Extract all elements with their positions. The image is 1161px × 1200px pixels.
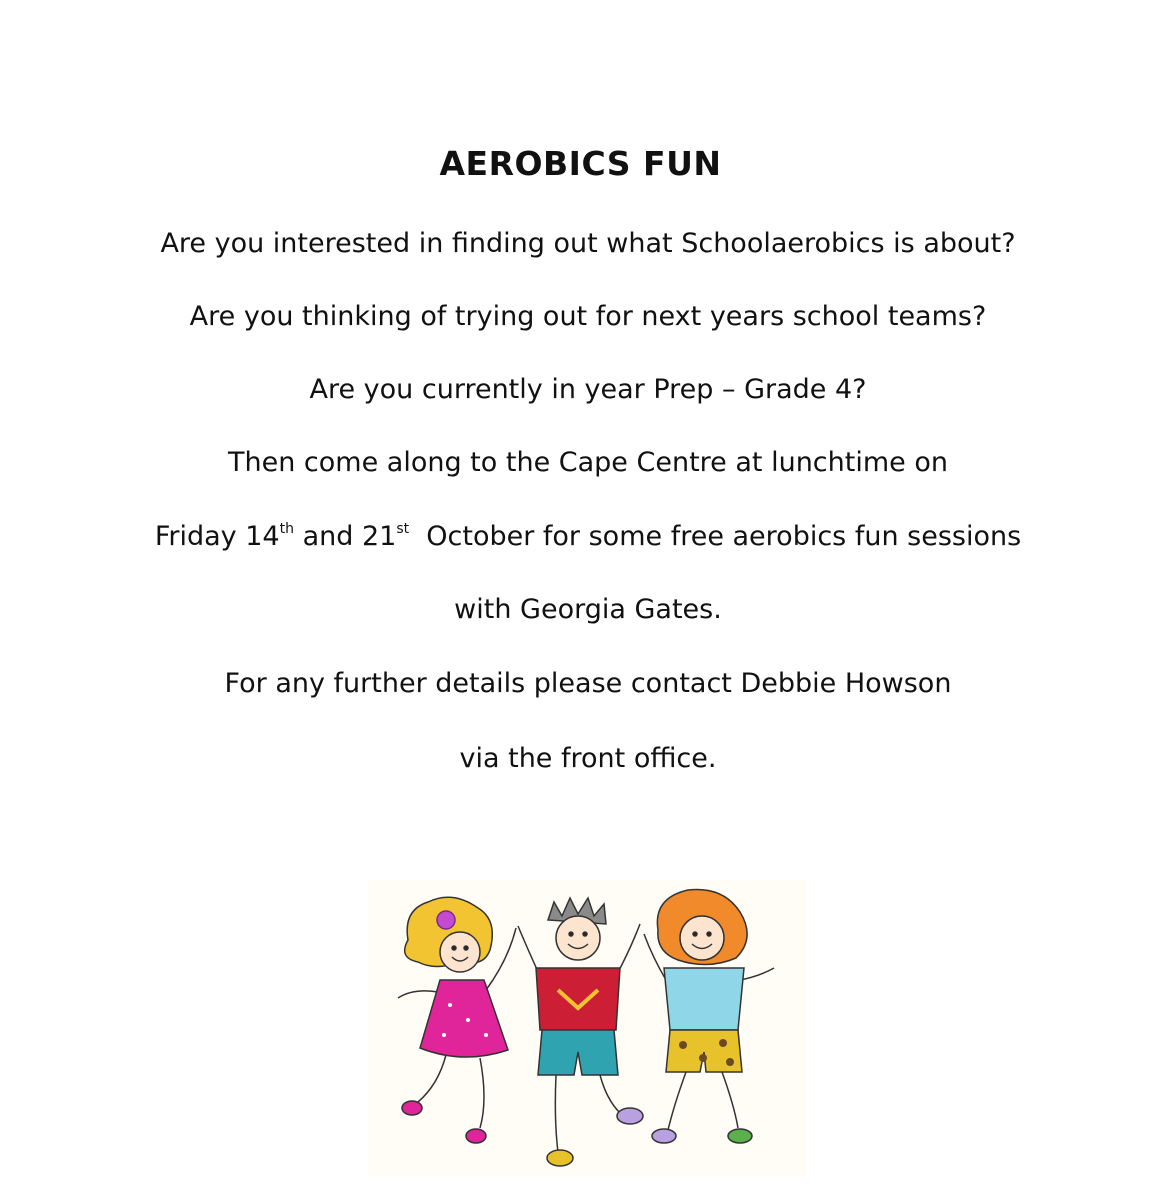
text-line-dates [0, 521, 1161, 552]
text-line-venue: Then come along to the Cape Centre at lunchtime on [228, 447, 948, 478]
text-line-grades: Are you currently in year Prep – Grade 4? [309, 374, 867, 405]
ordinal-st: st [396, 521, 410, 537]
text-line-office: via the front office. [459, 743, 717, 774]
dancing-kids-drawing [368, 880, 806, 1176]
right-kid-figure [644, 889, 774, 1143]
date-text-friday: Friday 14 [154, 521, 280, 552]
date-text-and: and 21 [293, 521, 397, 552]
flyer-title: AEROBICS FUN [439, 144, 722, 183]
date-text-october: October for some free aerobics fun sessions [409, 521, 1022, 552]
text-line-instructor: with Georgia Gates. [454, 594, 722, 625]
ordinal-th: th [279, 521, 294, 537]
dancing-kids-illustration [368, 880, 806, 1176]
boy-figure [518, 898, 643, 1166]
girl-figure [398, 897, 516, 1143]
text-line-interest: Are you interested in finding out what Schoolaerobics is about? [160, 228, 1016, 259]
text-line-contact: For any further details please contact Debbie Howson [224, 668, 952, 699]
text-line-tryout: Are you thinking of trying out for next years school teams? [189, 301, 987, 332]
